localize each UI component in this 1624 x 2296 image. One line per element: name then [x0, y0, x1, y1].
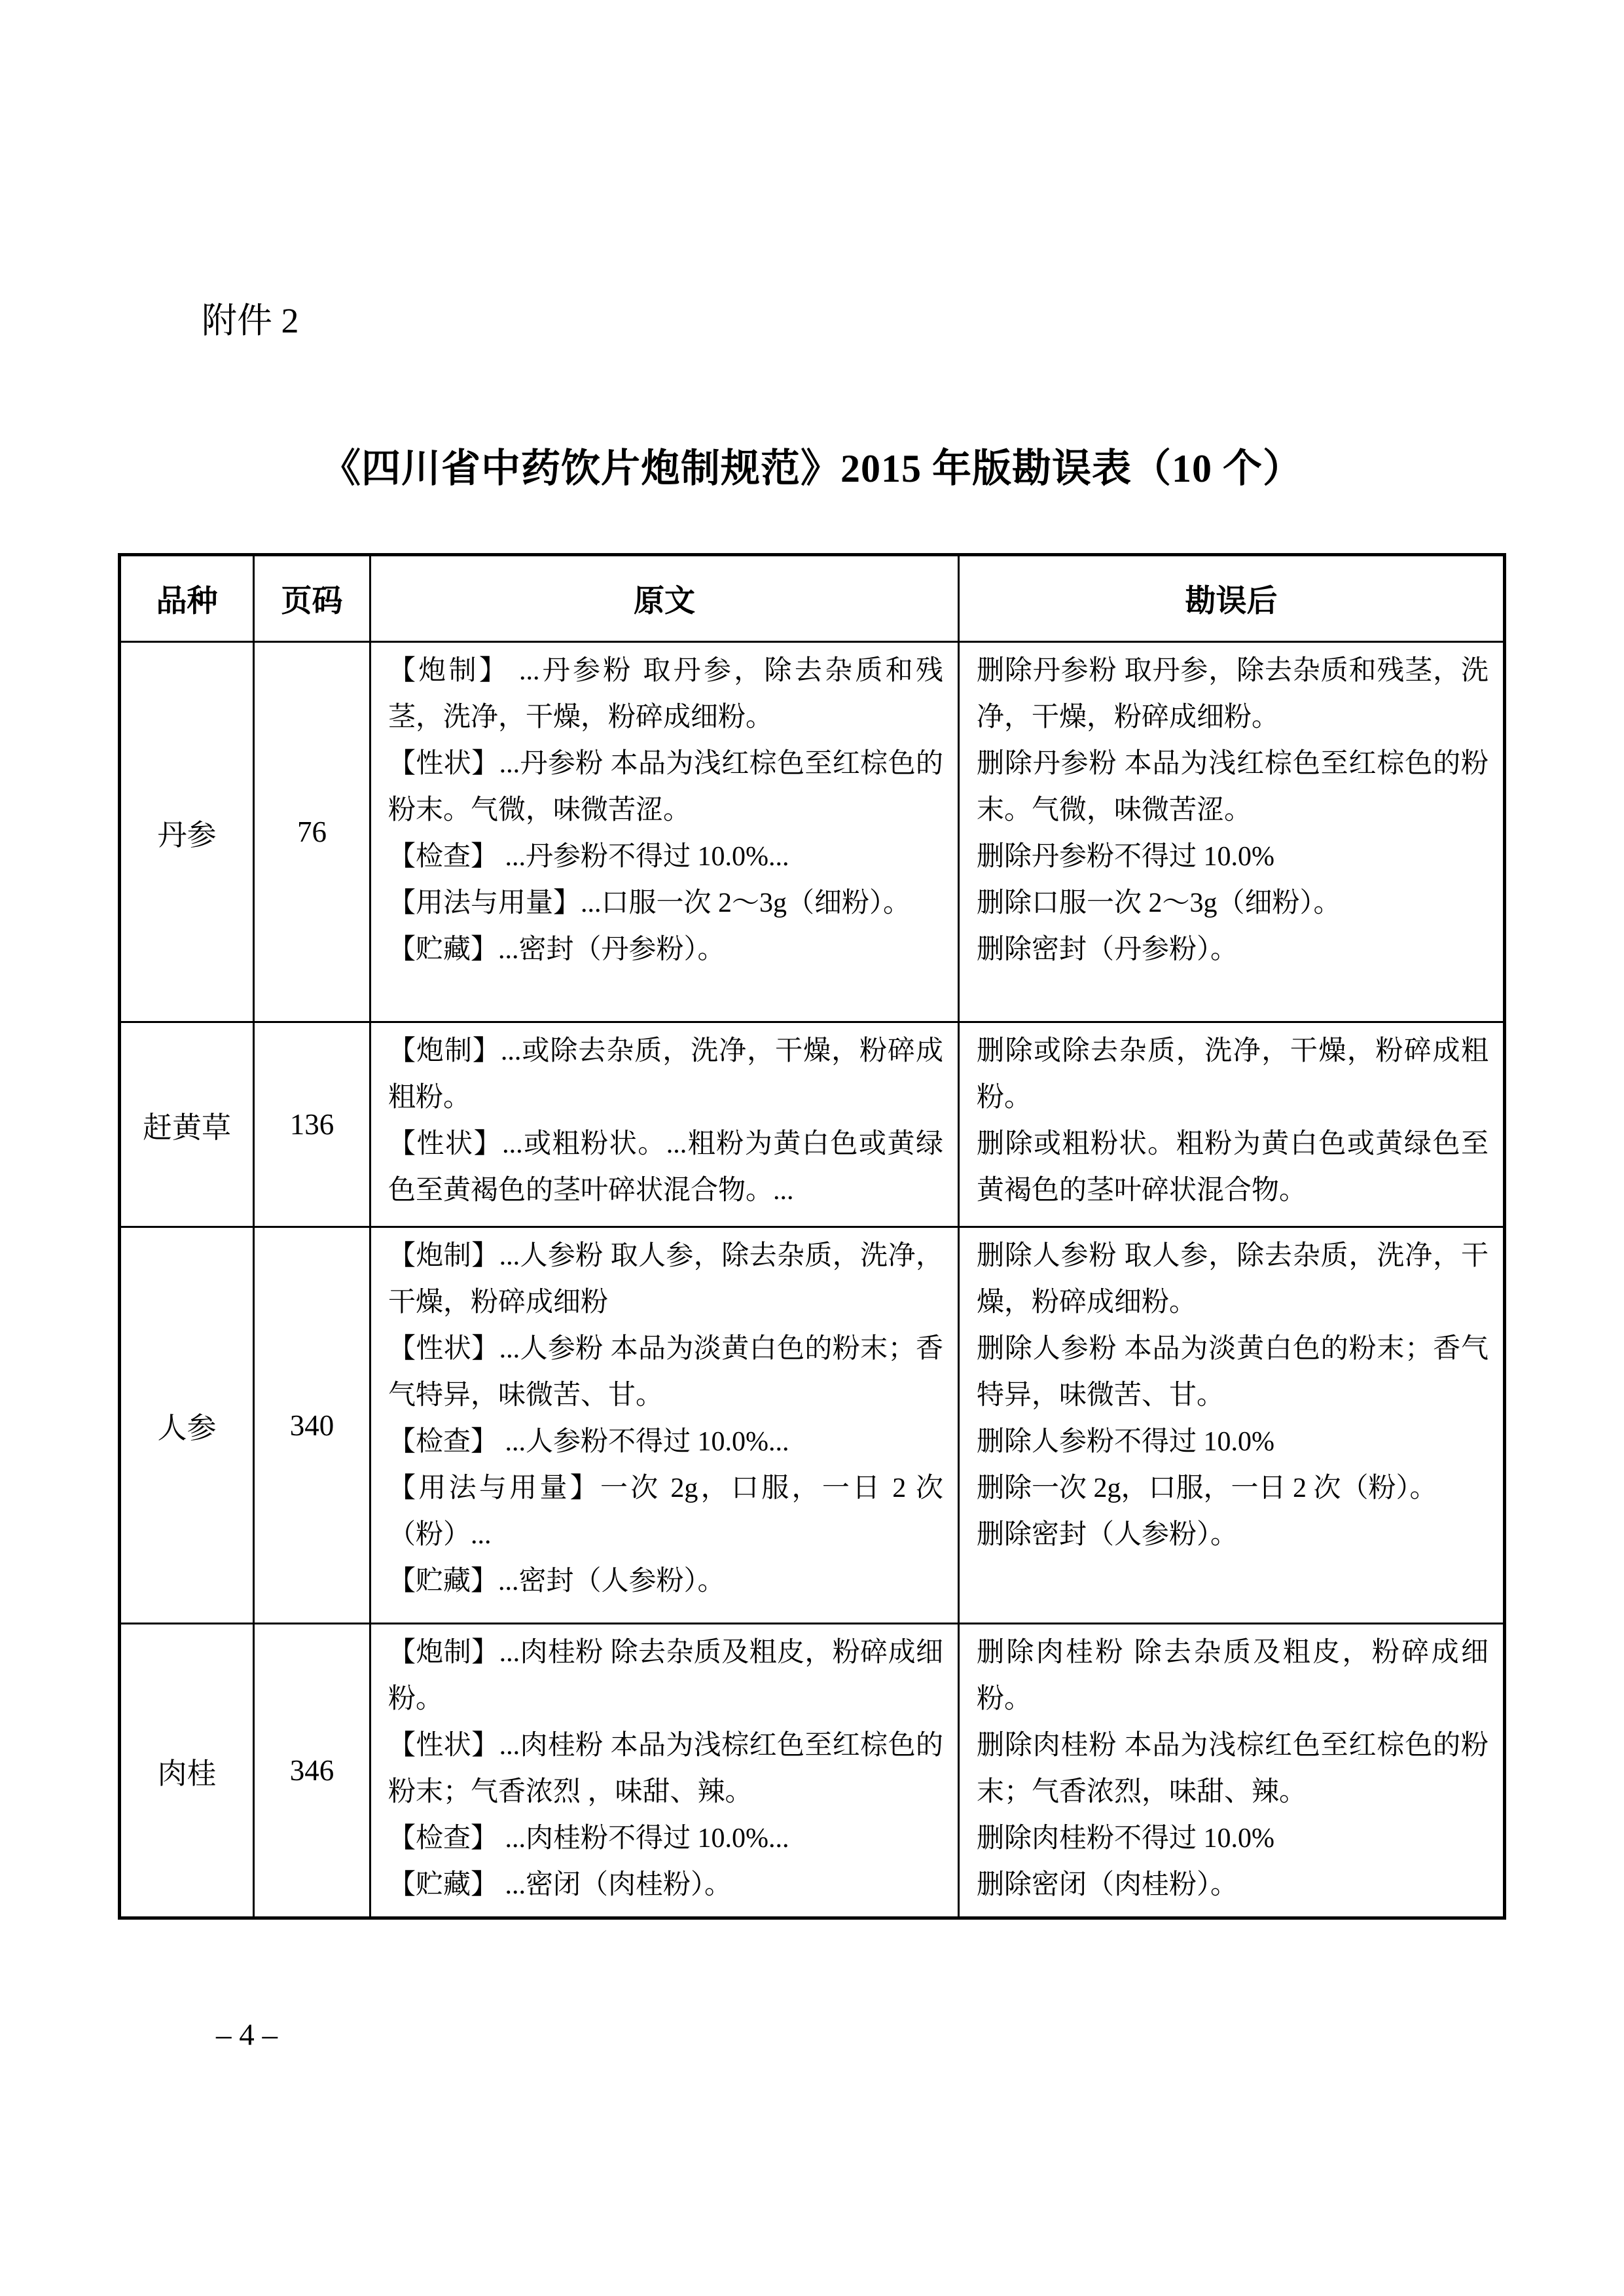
original-paragraph: 【检查】 ...丹参粉不得过 10.0%... [388, 842, 789, 872]
original-paragraph: 【贮藏】...密封（丹参粉）。 [388, 935, 725, 965]
corrected-cell [959, 642, 1505, 1022]
corrected-paragraph: 删除一次 2g，口服，一日 2 次（粉）。 [977, 1473, 1437, 1503]
errata-table [118, 553, 1506, 1920]
corrected-paragraph: 删除人参粉 取人参，除去杂质，洗净，干燥，粉碎成细粉。 [977, 1241, 1489, 1318]
original-paragraph: 【用法与用量】一次 2g，口服，一日 2 次（粉）... [388, 1473, 943, 1550]
page-cell: 76 [254, 642, 370, 1022]
header-row [120, 555, 1505, 642]
corrected-paragraph: 删除人参粉 本品为淡黄白色的粉末；香气特异，味微苦、甘。 [977, 1334, 1489, 1410]
variety-cell: 丹参 [120, 642, 254, 1022]
corrected-paragraph: 删除丹参粉不得过 10.0% [977, 842, 1274, 872]
corrected-cell [959, 1624, 1505, 1918]
original-paragraph: 【贮藏】 ...密闭（肉桂粉）。 [388, 1870, 732, 1900]
header-original: 原文 [370, 555, 959, 642]
corrected-paragraph: 删除肉桂粉 除去杂质及粗皮，粉碎成细粉。 [977, 1638, 1489, 1714]
corrected-paragraph: 删除密封（人参粉）。 [977, 1520, 1238, 1550]
corrected-cell [959, 1022, 1505, 1227]
page-title: 《四川省中药饮片炮制规范》2015 年版勘误表（10 个） [321, 447, 1303, 490]
original-paragraph: 【炮制】...人参粉 取人参，除去杂质，洗净，干燥，粉碎成细粉 [388, 1241, 943, 1318]
original-cell [370, 1227, 959, 1624]
table-row [120, 642, 1505, 1022]
page-cell: 340 [254, 1227, 370, 1624]
header-variety: 品种 [120, 555, 254, 642]
corrected-paragraph: 删除口服一次 2～3g（细粉）。 [977, 888, 1341, 918]
corrected-paragraph: 删除密封（丹参粉）。 [977, 935, 1238, 965]
corrected-paragraph: 删除肉桂粉不得过 10.0% [977, 1823, 1274, 1854]
original-paragraph: 【贮藏】...密封（人参粉）。 [388, 1566, 725, 1596]
corrected-paragraph: 删除或粗粉状。粗粉为黄白色或黄绿色至黄褐色的茎叶碎状混合物。 [977, 1129, 1489, 1206]
page-cell: 136 [254, 1022, 370, 1227]
original-paragraph: 【检查】 ...人参粉不得过 10.0%... [388, 1427, 789, 1457]
original-paragraph: 【检查】 ...肉桂粉不得过 10.0%... [388, 1823, 789, 1854]
header-corrected: 勘误后 [959, 555, 1505, 642]
original-paragraph: 【用法与用量】...口服一次 2～3g（细粉）。 [388, 888, 911, 918]
original-cell [370, 1624, 959, 1918]
corrected-paragraph: 删除丹参粉 取丹参，除去杂质和残茎，洗净，干燥，粉碎成细粉。 [977, 656, 1489, 732]
table-row [120, 1022, 1505, 1227]
corrected-paragraph: 删除肉桂粉 本品为浅棕红色至红棕色的粉末；气香浓烈，味甜、辣。 [977, 1731, 1489, 1807]
table-body [120, 642, 1505, 1918]
variety-cell: 肉桂 [120, 1624, 254, 1918]
table-header [120, 555, 1505, 642]
corrected-paragraph: 删除密闭（肉桂粉）。 [977, 1870, 1238, 1900]
variety-cell: 赶黄草 [120, 1022, 254, 1227]
corrected-paragraph: 删除或除去杂质，洗净，干燥，粉碎成粗粉。 [977, 1036, 1489, 1113]
original-paragraph: 【炮制】...或除去杂质，洗净，干燥，粉碎成粗粉。 [388, 1036, 943, 1113]
original-paragraph: 【炮制】 ...丹参粉 取丹参，除去杂质和残茎，洗净，干燥，粉碎成细粉。 [388, 656, 943, 732]
variety-cell: 人参 [120, 1227, 254, 1624]
original-cell [370, 642, 959, 1022]
original-cell [370, 1022, 959, 1227]
corrected-cell [959, 1227, 1505, 1624]
original-paragraph: 【性状】...人参粉 本品为淡黄白色的粉末；香气特异，味微苦、甘。 [388, 1334, 943, 1410]
table-row [120, 1624, 1505, 1918]
header-page: 页码 [254, 555, 370, 642]
original-paragraph: 【炮制】...肉桂粉 除去杂质及粗皮，粉碎成细粉。 [388, 1638, 943, 1714]
corrected-paragraph: 删除人参粉不得过 10.0% [977, 1427, 1274, 1457]
table-row [120, 1227, 1505, 1624]
original-paragraph: 【性状】...肉桂粉 本品为浅棕红色至红棕色的粉末；气香浓烈 ，味甜、辣。 [388, 1731, 943, 1807]
attachment-label: 附件 2 [202, 301, 299, 340]
page-cell: 346 [254, 1624, 370, 1918]
corrected-paragraph: 删除丹参粉 本品为浅红棕色至红棕色的粉末。气微，味微苦涩。 [977, 749, 1489, 825]
original-paragraph: 【性状】...或粗粉状。...粗粉为黄白色或黄绿色至黄褐色的茎叶碎状混合物。... [388, 1129, 943, 1206]
original-paragraph: 【性状】...丹参粉 本品为浅红棕色至红棕色的粉末。气微，味微苦涩。 [388, 749, 943, 825]
page-number: – 4 – [216, 2018, 278, 2052]
